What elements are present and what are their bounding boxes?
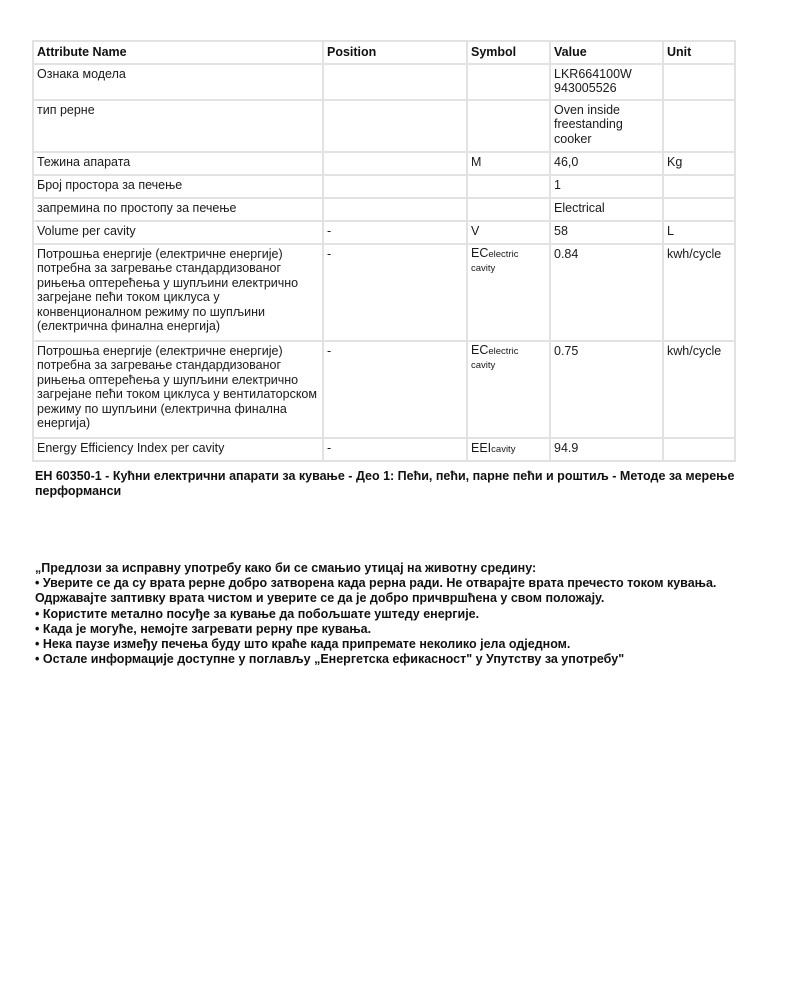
table-row	[33, 100, 735, 152]
symbol-subscript: electric	[488, 248, 519, 260]
position-cell: -	[323, 221, 467, 244]
tip-item: • Остале информације доступне у поглављу „Енергетска ефикасност" у Упутству за употребу"	[35, 652, 625, 667]
tip-item: • Нека паузе између печења буду што краће када припремате неколико јела одједном.	[35, 637, 571, 652]
standard-reference-note: ЕН 60350-1 - Кућни електрични апарати за кување - Део 1: Пећи, пећи, парне пећи и роштиљ - Методе за мерење перформанси	[35, 469, 735, 498]
position-cell	[323, 100, 467, 152]
attribute-cell: Тежина апарата	[33, 152, 323, 175]
symbol-cell: V	[467, 221, 550, 244]
value-cell: 46,0	[550, 152, 663, 175]
attribute-cell: Energy Efficiency Index per cavity	[33, 438, 323, 462]
value-cell	[550, 100, 663, 152]
environmental-usage-tips	[35, 561, 745, 667]
symbol-subscript: electric	[488, 345, 519, 357]
position-cell	[323, 64, 467, 100]
attribute-cell: тип рерне	[33, 100, 323, 152]
unit-cell	[663, 175, 735, 198]
symbol-cell	[467, 100, 550, 152]
value-cell: 1	[550, 175, 663, 198]
symbol-cell	[467, 175, 550, 198]
attribute-cell: Број простора за печење	[33, 175, 323, 198]
table-row	[33, 438, 735, 462]
unit-cell	[663, 438, 735, 462]
symbol-cell	[467, 438, 550, 462]
symbol-cell	[467, 64, 550, 100]
unit-cell: L	[663, 221, 735, 244]
table-row	[33, 198, 735, 221]
symbol-main: EC	[471, 342, 489, 357]
symbol-main: EEI	[471, 440, 492, 455]
table-row	[33, 221, 735, 244]
tip-item: • Када је могуће, немојте загревати рерну пре кувања.	[35, 621, 372, 636]
value-cell: 58	[550, 221, 663, 244]
value-cell: Electrical	[550, 198, 663, 221]
position-cell: -	[323, 341, 467, 438]
tip-item: • Уверите се да су врата рерне добро затворена када рерна ради. Не отварајте врата пречесто током кувања. Одржавајте заптивку врата чистом и уверите се да је добро причвршћена у свом положају.	[35, 576, 717, 606]
symbol-cell	[467, 198, 550, 221]
attribute-cell: Ознака модела	[33, 64, 323, 100]
position-cell	[323, 152, 467, 175]
symbol-cell	[467, 244, 550, 341]
symbol-subscript: cavity	[471, 262, 496, 274]
symbol-cell: M	[467, 152, 550, 175]
value-cell: 0.84	[550, 244, 663, 341]
value-cell: 0.75	[550, 341, 663, 438]
header-value: Value	[550, 41, 663, 64]
unit-cell	[663, 198, 735, 221]
attribute-cell: Потрошња енергије (електричне енергије) потребна за загревање стандардизованог рињења оптерећења у шупљини електрично загрејане пећи током циклуса у вентилаторском режиму по шупљини (електрична финална енергија)	[33, 341, 323, 438]
tips-title: „Предлози за исправну употребу како би се смањио утицај на животну средину:	[35, 561, 537, 575]
position-cell	[323, 198, 467, 221]
table-row	[33, 64, 735, 100]
value-cell: 94.9	[550, 438, 663, 462]
unit-cell: kwh/cycle	[663, 341, 735, 438]
table-row	[33, 341, 735, 438]
symbol-main: EC	[471, 245, 489, 260]
table-header-row	[33, 41, 735, 64]
table-row	[33, 152, 735, 175]
unit-cell	[663, 100, 735, 152]
position-cell: -	[323, 244, 467, 341]
position-cell	[323, 175, 467, 198]
unit-cell: Kg	[663, 152, 735, 175]
unit-cell	[663, 64, 735, 100]
header-position: Position	[323, 41, 467, 64]
product-spec-table	[32, 40, 736, 462]
value-line: Oven inside	[554, 102, 621, 117]
value-line: 943005526	[554, 81, 617, 95]
table-row	[33, 244, 735, 341]
value-cell	[550, 64, 663, 100]
attribute-cell: Volume per cavity	[33, 221, 323, 244]
symbol-cell	[467, 341, 550, 438]
table-row	[33, 175, 735, 198]
attribute-cell: запремина по простопу за печење	[33, 198, 323, 221]
symbol-subscript: cavity	[491, 443, 516, 455]
header-attribute-name: Attribute Name	[33, 41, 323, 64]
attribute-cell: Потрошња енергије (електричне енергије) потребна за загревање стандардизованог рињења оптерећења у шупљини електрично загрејане пећи током циклуса у конвенционалном режиму по шупљини (електрична финална енергија)	[33, 244, 323, 341]
symbol-subscript: cavity	[471, 359, 496, 371]
tip-item: • Користите метално посуђе за кување да побољшате уштеду енергије.	[35, 606, 480, 621]
header-symbol: Symbol	[467, 41, 550, 64]
position-cell: -	[323, 438, 467, 462]
value-line: freestanding	[554, 117, 623, 131]
value-line: LKR664100W	[554, 66, 632, 81]
unit-cell: kwh/cycle	[663, 244, 735, 341]
value-line: cooker	[554, 131, 592, 146]
header-unit: Unit	[663, 41, 735, 64]
